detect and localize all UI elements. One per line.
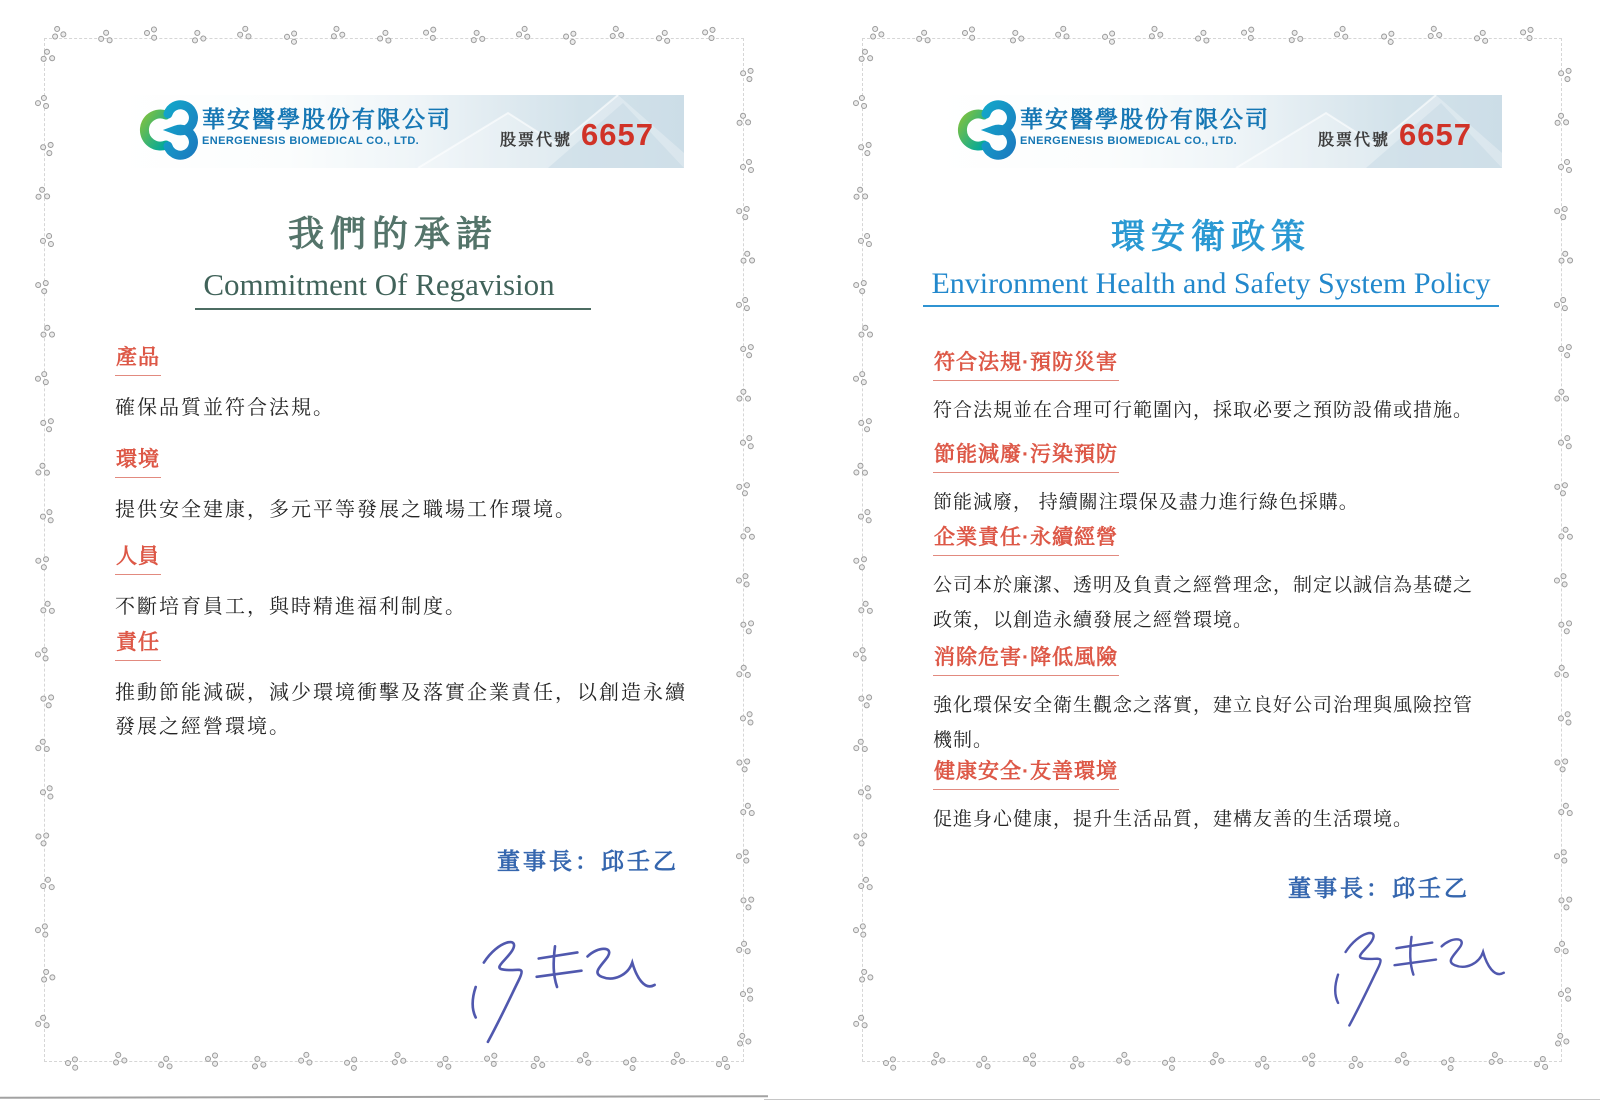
section-heading: 環境 [115, 443, 161, 478]
section-body: 促進身心健康，提升生活品質，建構友善的生活環境。 [933, 809, 1414, 830]
border-dot-cluster [1333, 25, 1349, 41]
border-dot-cluster [1115, 1051, 1132, 1068]
border-dot-cluster [1066, 1053, 1087, 1074]
border-dot-cluster [376, 29, 393, 46]
border-dot-cluster [37, 414, 57, 434]
section-body: 符合法規並在合理可行範圍內，採取必要之預防設備或措施。 [933, 400, 1474, 421]
border-dot-cluster [38, 139, 58, 159]
border-dot-cluster [34, 1014, 52, 1032]
border-dot-cluster [39, 784, 56, 801]
page-title-en: Environment Health and Safety System Policy [862, 267, 1560, 307]
section-body: 節能減廢， 持續關注環保及盡力進行綠色採購。 [933, 492, 1359, 513]
border-dot-cluster [1473, 30, 1489, 46]
border-dot-cluster [852, 922, 870, 940]
section-heading: 健康安全·友善環境 [933, 755, 1119, 790]
border-dot-cluster [856, 599, 875, 618]
border-dot-cluster [856, 139, 876, 159]
stock-code-label: 股票代號 [500, 132, 573, 149]
stock-code-value: 6657 [581, 117, 654, 152]
border-dot-cluster [1552, 111, 1572, 131]
stock-code-badge [500, 117, 654, 153]
section-product [115, 341, 700, 425]
border-dot-cluster [188, 27, 209, 48]
border-dot-cluster [1557, 434, 1573, 450]
section-body: 提供安全建康，多元平等發展之職場工作環境。 [115, 499, 577, 521]
section-heading: 責任 [115, 626, 161, 661]
stock-code-label: 股票代號 [1318, 132, 1391, 149]
border-dot-cluster [38, 47, 58, 67]
border-dot-cluster [1552, 663, 1571, 682]
border-dot-cluster [297, 1051, 314, 1068]
company-name-zh: 華安醫學股份有限公司 [202, 106, 452, 132]
border-dot-cluster [388, 1049, 408, 1069]
section-energy-saving [933, 438, 1518, 520]
border-dot-cluster [857, 876, 875, 894]
section-body: 強化環保安全衛生觀念之落實，建立良好公司治理與風險控管機制。 [933, 695, 1474, 751]
border-dot-cluster [740, 159, 755, 174]
border-dot-cluster [1194, 29, 1211, 46]
border-dot-cluster [109, 1049, 130, 1070]
border-dot-cluster [35, 95, 50, 110]
border-dot-cluster [737, 616, 757, 636]
border-dot-cluster [735, 572, 751, 588]
section-heading: 企業責任·永續經營 [933, 521, 1119, 556]
section-heading: 符合法規·預防災害 [933, 346, 1119, 381]
border-dot-cluster [857, 508, 873, 524]
page-title: 我們的承諾 [287, 214, 498, 254]
border-dot-cluster [855, 966, 876, 987]
border-dot-cluster [248, 1053, 269, 1074]
border-dot-cluster [157, 1055, 174, 1072]
border-dot-cluster [39, 876, 57, 894]
border-dot-cluster [1394, 1051, 1410, 1067]
company-name-en: ENERGENESIS BIOMEDICAL CO., LTD. [1020, 135, 1238, 147]
border-dot-cluster [853, 371, 869, 387]
border-dot-cluster [1239, 24, 1258, 43]
border-dot-cluster [734, 663, 753, 682]
border-dot-cluster [282, 28, 300, 46]
border-dot-cluster [961, 25, 979, 43]
scanner-edge-line [764, 1099, 1600, 1100]
section-heading: 產品 [115, 341, 161, 376]
border-dot-cluster [856, 47, 876, 67]
border-dot-cluster [851, 737, 869, 755]
border-dot-cluster [1552, 387, 1571, 406]
section-people [115, 540, 700, 624]
border-dot-cluster [1424, 23, 1444, 43]
border-dot-cluster [39, 508, 55, 524]
section-body: 確保品質並符合法規。 [115, 397, 335, 419]
border-dot-cluster [64, 1055, 82, 1073]
header-banner [936, 95, 1502, 168]
border-dot-cluster [1551, 754, 1572, 775]
border-dot-cluster [716, 1056, 732, 1072]
border-dot-cluster [96, 29, 114, 47]
header-banner [118, 95, 684, 168]
border-dot-cluster [1021, 1050, 1039, 1068]
border-dot-cluster [1557, 986, 1575, 1004]
border-dot-cluster [203, 1050, 221, 1068]
signature [1314, 920, 1509, 1033]
border-dot-cluster [621, 1054, 640, 1073]
border-dot-cluster [527, 1053, 547, 1073]
border-dot-cluster [33, 737, 51, 755]
section-body: 公司本於廉潔、透明及負責之經營理念，制定以誠信為基礎之政策，以創造永續發展之經營環境。 [933, 575, 1474, 631]
border-dot-cluster [851, 185, 871, 205]
border-dot-cluster [1100, 28, 1118, 46]
border-dot-cluster [1555, 892, 1576, 913]
border-dot-cluster [737, 340, 757, 360]
border-dot-cluster [1206, 1049, 1226, 1069]
border-dot-cluster [851, 461, 870, 480]
border-dot-cluster [927, 1049, 948, 1070]
border-dot-cluster [852, 1014, 870, 1032]
company-name [202, 106, 452, 147]
section-health-safety [933, 755, 1518, 837]
border-dot-cluster [1555, 616, 1575, 636]
border-dot-cluster [33, 185, 53, 205]
border-dot-cluster [1378, 28, 1397, 47]
border-dot-cluster [1054, 25, 1071, 42]
company-name [1020, 106, 1270, 147]
border-dot-cluster [882, 1055, 900, 1073]
section-heading: 人員 [115, 540, 161, 575]
section-environment [115, 443, 700, 527]
border-dot-cluster [738, 525, 757, 544]
border-dot-cluster [738, 65, 758, 85]
border-dot-cluster [739, 434, 755, 450]
border-dot-cluster [735, 848, 752, 865]
page-title: 環安衛政策 [1111, 219, 1311, 256]
border-dot-cluster [1345, 1053, 1365, 1073]
border-dot-cluster [1534, 1056, 1550, 1072]
border-dot-cluster [1300, 1050, 1319, 1069]
border-dot-cluster [1551, 1030, 1572, 1051]
company-name-en: ENERGENESIS BIOMEDICAL CO., LTD. [202, 135, 420, 147]
border-dot-cluster [33, 461, 52, 480]
border-dot-cluster [850, 552, 870, 572]
stock-code-value: 6657 [1399, 117, 1472, 152]
border-dot-cluster [436, 1055, 452, 1071]
border-dot-cluster [975, 1055, 992, 1072]
border-dot-cluster [467, 27, 487, 47]
border-dot-cluster [34, 646, 51, 663]
company-logo-icon [944, 100, 1016, 162]
border-dot-cluster [735, 940, 753, 958]
border-dot-cluster [1556, 65, 1576, 85]
signature [450, 928, 660, 1050]
border-dot-cluster [1551, 478, 1571, 498]
border-dot-cluster [48, 23, 69, 44]
border-dot-cluster [850, 828, 871, 849]
section-heading: 消除危害·降低風險 [933, 641, 1119, 676]
border-dot-cluster [421, 24, 440, 43]
border-dot-cluster [866, 23, 887, 44]
border-dot-cluster [739, 710, 756, 727]
border-dot-cluster [32, 828, 53, 849]
border-dot-cluster [738, 801, 756, 819]
border-dot-cluster [34, 922, 52, 940]
border-dot-cluster [737, 892, 758, 913]
page-title-en: Commitment Of Regavision [44, 267, 742, 310]
chairman-signoff: 董事長：邱壬乙 [497, 849, 679, 874]
border-dot-cluster [35, 371, 51, 387]
border-dot-cluster [560, 28, 579, 47]
border-dot-cluster [1145, 23, 1166, 44]
border-dot-cluster [1160, 1054, 1179, 1073]
border-dot-cluster [1555, 340, 1575, 360]
border-dot-cluster [1557, 710, 1574, 727]
border-dot-cluster [1439, 1054, 1458, 1073]
border-dot-cluster [733, 1030, 754, 1051]
border-dot-cluster [1553, 940, 1571, 958]
border-dot-cluster [734, 111, 754, 131]
border-dot-cluster [857, 784, 874, 801]
border-dot-cluster [38, 599, 57, 618]
section-hazard-elimination [933, 641, 1518, 758]
chairman-signoff: 董事長：邱壬乙 [1288, 876, 1470, 901]
border-dot-cluster [734, 387, 753, 406]
border-dot-cluster [1556, 801, 1574, 819]
page-commitment [0, 0, 782, 1110]
border-dot-cluster [1553, 572, 1569, 588]
company-logo-icon [126, 100, 198, 162]
border-dot-cluster [853, 95, 868, 110]
border-dot-cluster [1485, 1049, 1505, 1069]
border-dot-cluster [482, 1050, 501, 1069]
border-dot-cluster [342, 1054, 361, 1073]
border-dot-cluster [655, 30, 671, 46]
border-dot-cluster [1518, 24, 1537, 43]
section-body: 推動節能減碳，減少環境衝擊及落實企業責任，以創造永續發展之經營環境。 [115, 682, 687, 738]
border-dot-cluster [38, 323, 57, 342]
section-heading: 節能減廢·污染預防 [933, 438, 1119, 473]
border-dot-cluster [327, 23, 348, 44]
border-dot-cluster [1553, 848, 1570, 865]
border-dot-cluster [576, 1051, 592, 1067]
border-dot-cluster [236, 25, 253, 42]
border-dot-cluster [32, 552, 52, 572]
border-dot-cluster [1285, 27, 1305, 47]
border-dot-cluster [1006, 27, 1027, 48]
border-dot-cluster [143, 25, 161, 43]
company-name-zh: 華安醫學股份有限公司 [1020, 106, 1270, 132]
stock-code-badge [1318, 117, 1472, 153]
border-dot-cluster [1558, 159, 1573, 174]
border-dot-cluster [667, 1049, 687, 1069]
page-ehs-policy [818, 0, 1600, 1110]
section-body: 不斷培育員工，與時精進福利制度。 [115, 596, 467, 618]
border-dot-cluster [733, 754, 754, 775]
border-dot-cluster [606, 23, 626, 43]
border-dot-cluster [1556, 525, 1575, 544]
border-dot-cluster [515, 25, 531, 41]
border-dot-cluster [914, 29, 932, 47]
border-dot-cluster [855, 414, 875, 434]
border-dot-cluster [1254, 1055, 1270, 1071]
border-dot-cluster [700, 24, 719, 43]
section-responsibility [115, 626, 700, 744]
border-dot-cluster [852, 646, 869, 663]
border-dot-cluster [733, 478, 753, 498]
border-dot-cluster [856, 323, 875, 342]
border-dot-cluster [855, 690, 876, 711]
border-dot-cluster [739, 986, 757, 1004]
section-corporate-responsibility [933, 521, 1518, 638]
border-dot-cluster [37, 690, 58, 711]
border-dot-cluster [37, 966, 58, 987]
section-compliance [933, 346, 1518, 428]
